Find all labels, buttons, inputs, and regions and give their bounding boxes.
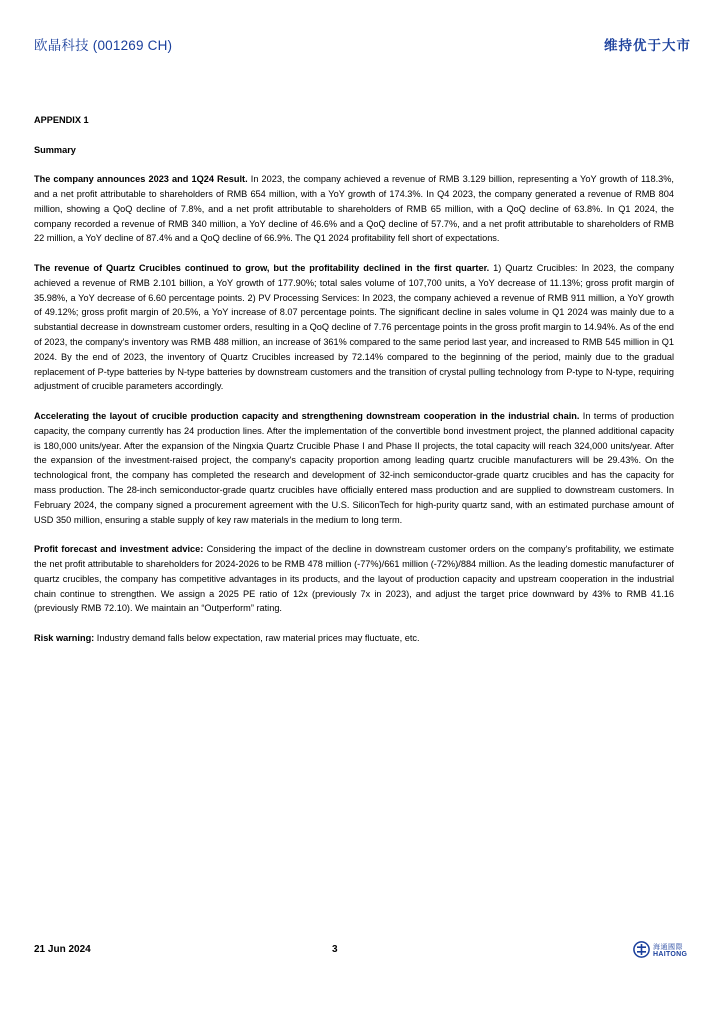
page-header <box>34 34 691 56</box>
summary-heading: Summary <box>34 144 76 155</box>
paragraph-body: 1) Quartz Crucibles: In 2023, the company achieved a revenue of RMB 2.101 billion, a YoY growth of 177.90%; total sales volume of 107,700 units, a YoY decrease of 11.13%; gross profit margin of 35.98%, a YoY decrease of 6.60 percentage points. 2) PV Processing Services: In 2023, the company achieved a revenue of RMB 911 million, a YoY growth of 49.12%; gross profit margin of 20.5%, a YoY increase of 8.07 percentage points. The significant decline in sales volume in Q1 2024 was mainly due to a substantial decrease in downstream customer orders, resulting in a QoQ decline of 7.76 percentage points in the gross profit margin to 14.94%. As of the end of 2023, the company's inventory was RMB 488 million, an increase of 361% compared to the same period last year, and increased to RMB 545 million in Q1 2024. By the end of 2023, the inventory of Quartz Crucibles increased by 72.14% compared to the beginning of the period, mainly due to the gradual replacement of P-type batteries by N-type batteries by downstream customers and the transition of crystal pulling technology from P-type to N-type, requiring adjustment of crucible parameters accordingly. <box>34 262 674 392</box>
logo-text-en: HAITONG <box>653 951 688 958</box>
page-footer <box>34 940 691 964</box>
paragraph-risk <box>34 631 674 646</box>
paragraph-forecast <box>34 542 674 616</box>
paragraph-body: In terms of production capacity, the company currently has 24 production lines. After the implementation of the convertible bond investment project, the planned additional capacity is 180,000 units/year. After the expansion of the Ningxia Quartz Crucible Phase I and Phase II projects, the total capacity will reach 324,000 units/year. After the expansion of the investment-raised project, the company's capacity proportion among leading quartz crucible manufacturers will be 29.43%. On the technological front, the company has completed the research and development of 32-inch semiconductor-grade quartz crucibles and has the capacity for mass production. The 28-inch semiconductor-grade quartz crucibles have officially entered mass production and are supplied to downstream customers. In February 2024, the company signed a procurement agreement with the U.S. SiliconTech for high-purity quartz sand, with an estimated purchase amount of USD 350 million, ensuring a stable supply of key raw materials in the medium to long term. <box>34 410 674 525</box>
paragraph-lead: Profit forecast and investment advice: <box>34 544 204 555</box>
logo-text-cn: 海通國際 <box>653 944 683 951</box>
report-body <box>34 113 674 660</box>
paragraph-lead: The company announces 2023 and 1Q24 Result. <box>34 174 248 185</box>
paragraph-body: In 2023, the company achieved a revenue of RMB 3.129 billion, representing a YoY growth of 118.3%, and a net profit attributable to shareholders of RMB 654 million, with a YoY growth of 174.3%. In Q4 2023, the company generated a revenue of RMB 804 million, showing a QoQ decline of 7.8%, and a net profit attributable to shareholders of RMB 65 million, with a QoQ decline of 63.8%. In Q1 2024, the company recorded a revenue of RMB 340 million, a YoY decline of 46.6% and a QoQ decline of 57.7%, and a net profit attributable to shareholders of RMB 22 million, a YoY decline of 87.4% and a QoQ decline of 66.9%. The Q1 2024 profitability fell short of expectations. <box>34 174 674 244</box>
paragraph-body: Considering the impact of the decline in downstream customer orders on the company's profitability, we estimate the net profit attributable to shareholders for 2024-2026 to be RMB 478 million (-77%)/661 million (-72%)/884 million. As the leading domestic manufacturer of quartz crucibles, the company has competitive advantages in its products, and the layout of production capacity and upstream cooperation in the industrial chain continue to strengthen. We assign a 2025 PE ratio of 12x (previously 7x in 2023), and adjust the target price downward by 43% to RMB 41.16 (previously RMB 72.10). We maintain an “Outperform” rating. <box>34 544 674 614</box>
rating-label: 维持优于大市 <box>604 38 691 53</box>
haitong-logo-icon <box>633 941 650 958</box>
paragraph-capacity <box>34 409 674 527</box>
paragraph-lead: Accelerating the layout of crucible production capacity and strengthening downstream cooperation in the industrial chain. <box>34 410 580 421</box>
appendix-title: APPENDIX 1 <box>34 115 89 125</box>
paragraph-lead: Risk warning: <box>34 632 95 643</box>
paragraph-quartz-crucibles <box>34 261 674 394</box>
page-number: 3 <box>332 944 338 955</box>
paragraph-body: Industry demand falls below expectation, raw material prices may fluctuate, etc. <box>94 632 420 643</box>
paragraph-lead: The revenue of Quartz Crucibles continued to grow, but the profitability declined in the first quarter. <box>34 262 490 273</box>
paragraph-results <box>34 172 674 246</box>
haitong-logo <box>633 940 691 962</box>
report-date: 21 Jun 2024 <box>34 944 91 955</box>
company-ticker: 欧晶科技 (001269 CH) <box>34 38 173 53</box>
